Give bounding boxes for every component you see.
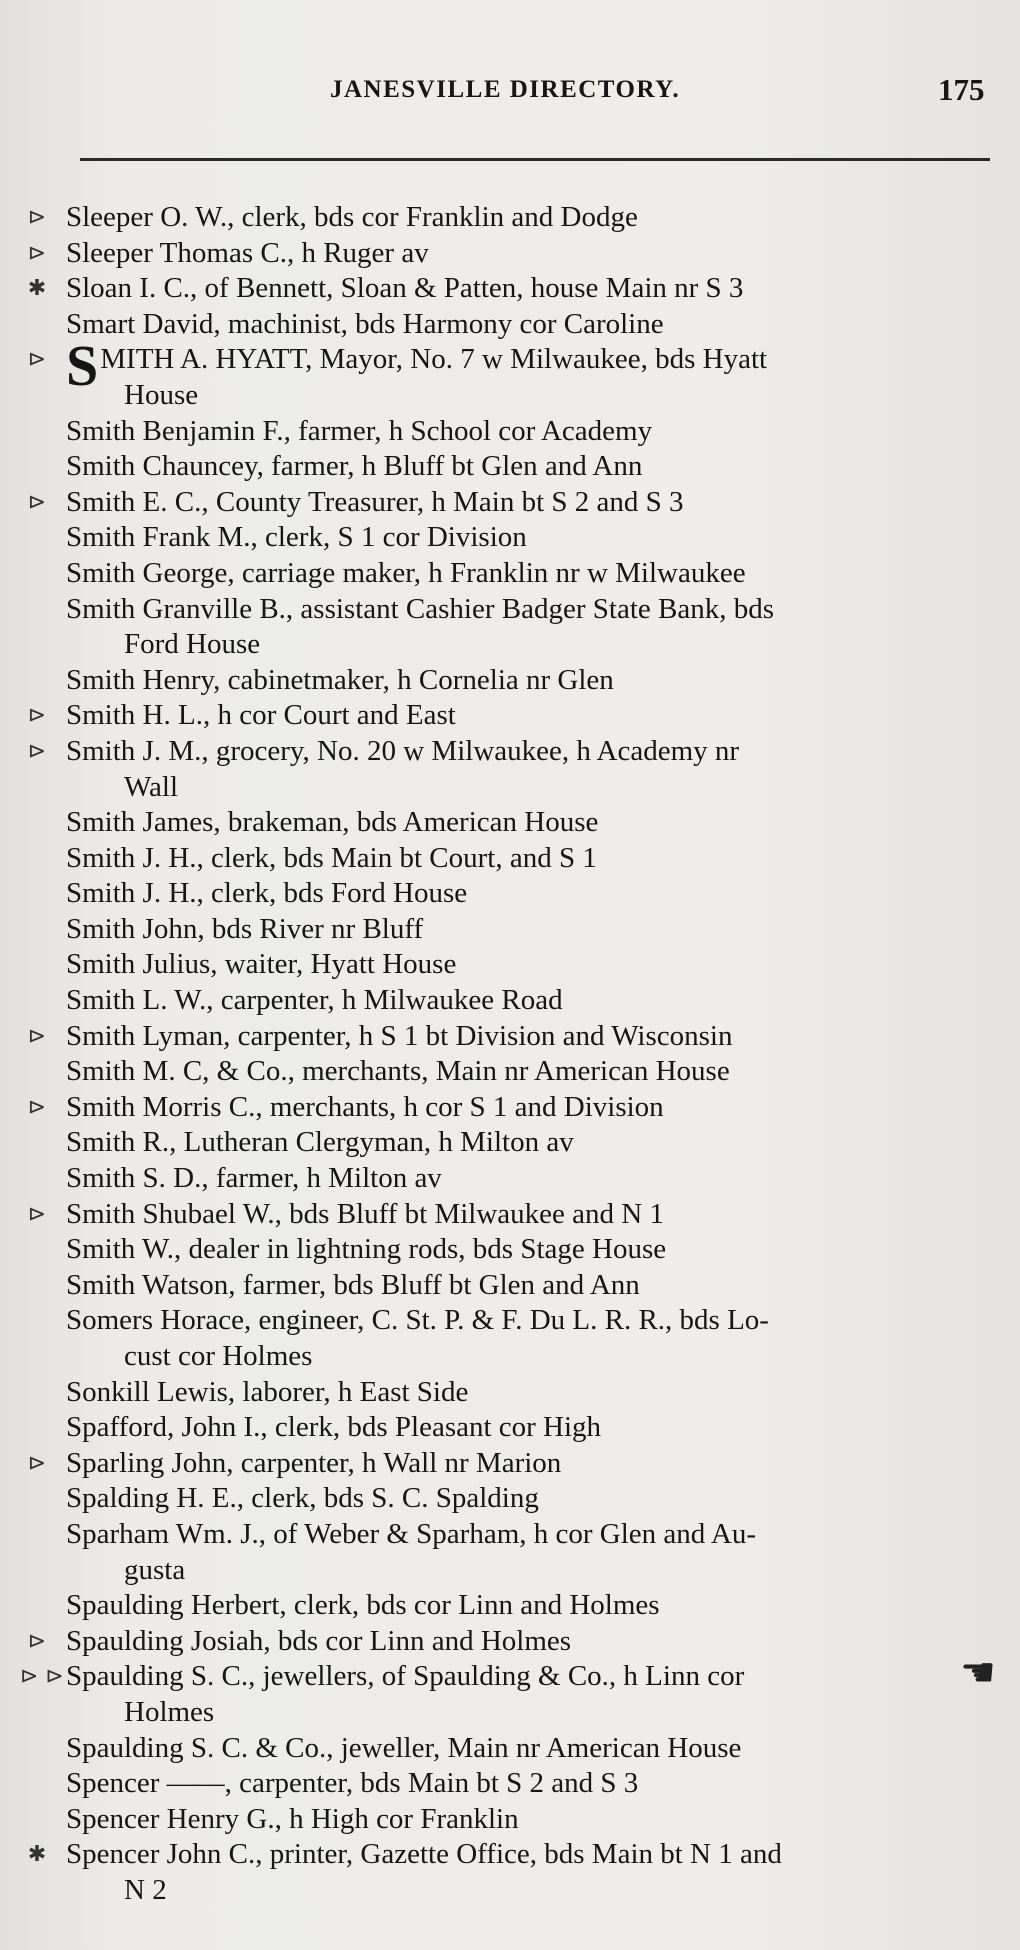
directory-entry	[0, 1837, 1012, 1908]
page-header	[0, 72, 1020, 126]
directory-entry	[0, 912, 1012, 948]
page-number: 175	[938, 72, 985, 107]
entry-text: Spafford, John I., clerk, bds Pleasant cor High	[66, 1411, 602, 1444]
entry-text: MITH A. HYATT, Mayor, No. 7 w Milwaukee, bds Hyatt	[100, 343, 768, 376]
margin-mark-icon: ⊳	[27, 1201, 47, 1227]
directory-entry	[0, 1410, 1012, 1446]
entry-text: Smart David, machinist, bds Harmony cor Caroline	[66, 307, 664, 340]
running-head: JANESVILLE DIRECTORY.	[330, 76, 681, 103]
directory-entry	[0, 200, 1012, 236]
entry-text: Smith J. H., clerk, bds Ford House	[66, 877, 468, 910]
directory-entry	[0, 1588, 1012, 1624]
entry-text: Smith Watson, farmer, bds Bluff bt Glen and Ann	[66, 1268, 640, 1301]
directory-entry	[0, 1517, 1012, 1588]
entry-text: Sleeper Thomas C., h Ruger av	[66, 236, 429, 269]
directory-entry	[0, 307, 1012, 343]
entry-continuation: Wall	[124, 770, 179, 803]
directory-entry	[0, 1731, 1012, 1767]
entry-text: Smith S. D., farmer, h Milton av	[66, 1162, 442, 1195]
margin-mark-icon: ⊳	[27, 1094, 47, 1120]
margin-mark-icon: ✱	[27, 1842, 47, 1868]
directory-entry	[0, 947, 1012, 983]
entry-text: Smith Morris C., merchants, h cor S 1 and Division	[66, 1090, 664, 1123]
drop-cap: S	[66, 333, 99, 399]
directory-entry	[0, 556, 1012, 592]
entry-text: Smith L. W., carpenter, h Milwaukee Road	[66, 984, 563, 1017]
margin-mark-icon: ⊳	[27, 205, 47, 230]
directory-entry	[0, 1197, 1012, 1233]
entry-text: Sparling John, carpenter, h Wall nr Marion	[66, 1446, 562, 1479]
directory-entries	[0, 200, 1020, 1909]
entry-text: Smith J. H., clerk, bds Main bt Court, and S 1	[66, 841, 597, 874]
directory-entry	[0, 1303, 1012, 1374]
directory-entry	[0, 805, 1012, 841]
directory-entry	[0, 1232, 1012, 1268]
directory-entry	[0, 333, 1012, 413]
margin-mark-icon: ⊳	[27, 738, 47, 764]
entry-text: Spencer Henry G., h High cor Franklin	[66, 1802, 519, 1835]
entry-text: Somers Horace, engineer, C. St. P. & F. Du L. R. R., bds Lo-	[66, 1304, 769, 1337]
entry-text: Spencer ——, carpenter, bds Main bt S 2 and S 3	[66, 1767, 639, 1800]
directory-entry	[0, 520, 1012, 556]
directory-entry	[0, 1268, 1012, 1304]
margin-mark-icon: ⊳	[27, 347, 47, 373]
entry-text: Spencer John C., printer, Gazette Office, bds Main bt N 1 and	[66, 1838, 782, 1871]
entry-text: Smith Benjamin F., farmer, h School cor Academy	[66, 414, 653, 447]
entry-text: Smith M. C, & Co., merchants, Main nr American House	[66, 1055, 730, 1088]
entry-text: Smith Lyman, carpenter, h S 1 bt Division and Wisconsin	[66, 1019, 733, 1052]
margin-mark-icon: ⊳	[27, 703, 47, 729]
margin-mark-icon: ⊳	[27, 1450, 47, 1476]
directory-entry	[0, 1481, 1012, 1517]
entry-text: Sloan I. C., of Bennett, Sloan & Patten, house Main nr S 3	[66, 272, 744, 305]
directory-entry	[0, 734, 1012, 805]
directory-entry	[0, 449, 1012, 485]
directory-entry	[0, 592, 1012, 663]
entry-text: Smith Frank M., clerk, S 1 cor Division	[66, 521, 527, 554]
margin-mark-icon: ✱	[27, 276, 47, 302]
directory-entry	[0, 1659, 1012, 1730]
entry-text: Smith James, brakeman, bds American House	[66, 806, 599, 839]
entry-text: Spaulding S. C., jewellers, of Spaulding & Co., h Linn cor	[66, 1660, 745, 1693]
directory-entry	[0, 236, 1012, 272]
entry-text: Spaulding S. C. & Co., jeweller, Main nr American House	[66, 1731, 742, 1764]
margin-mark-icon: ⊳	[27, 489, 47, 515]
entry-text: Spaulding Josiah, bds cor Linn and Holmes	[66, 1624, 572, 1657]
entry-continuation: House	[124, 378, 199, 411]
margin-mark-icon: ⊳	[27, 240, 47, 266]
entry-continuation: gusta	[124, 1553, 186, 1586]
entry-text: Smith Julius, waiter, Hyatt House	[66, 948, 457, 981]
entry-text: Sleeper O. W., clerk, bds cor Franklin and Dodge	[66, 201, 638, 233]
entry-continuation: cust cor Holmes	[124, 1340, 313, 1372]
directory-entry	[0, 414, 1012, 450]
entry-continuation: Ford House	[124, 628, 261, 661]
directory-entry	[0, 1375, 1012, 1411]
entry-text: Smith E. C., County Treasurer, h Main bt S 2 and S 3	[66, 485, 684, 518]
entry-continuation: N 2	[124, 1873, 167, 1906]
entry-text: Smith H. L., h cor Court and East	[66, 699, 456, 732]
entry-continuation: Holmes	[124, 1695, 215, 1728]
directory-entry	[0, 485, 1012, 521]
margin-mark-icon: ⊳ ⊳	[20, 1664, 64, 1690]
directory-entry	[0, 1161, 1012, 1197]
directory-entry	[0, 1624, 1012, 1660]
directory-entry	[0, 698, 1012, 734]
margin-mark-icon: ⊳	[27, 1023, 47, 1049]
entry-text: Spalding H. E., clerk, bds S. C. Spalding	[66, 1482, 539, 1515]
directory-entry	[0, 1446, 1012, 1482]
directory-entry	[0, 1054, 1012, 1090]
entry-text: Sonkill Lewis, laborer, h East Side	[66, 1375, 469, 1408]
pointing-hand-mark-icon: ☚	[960, 1650, 996, 1696]
entry-text: Smith Henry, cabinetmaker, h Cornelia nr Glen	[66, 663, 614, 696]
directory-entry	[0, 1090, 1012, 1126]
entry-text: Smith John, bds River nr Bluff	[66, 912, 424, 945]
directory-entry	[0, 1766, 1012, 1802]
entry-text: Spaulding Herbert, clerk, bds cor Linn and Holmes	[66, 1589, 660, 1622]
directory-entry	[0, 271, 1012, 307]
margin-mark-icon: ⊳	[27, 1628, 47, 1654]
entry-text: Smith W., dealer in lightning rods, bds Stage House	[66, 1233, 667, 1266]
entry-text: Smith George, carriage maker, h Franklin nr w Milwaukee	[66, 556, 746, 589]
directory-entry	[0, 1019, 1012, 1055]
directory-entry	[0, 841, 1012, 877]
entry-text: Smith Chauncey, farmer, h Bluff bt Glen and Ann	[66, 450, 643, 483]
directory-entry	[0, 1125, 1012, 1161]
entry-text: Smith R., Lutheran Clergyman, h Milton av	[66, 1126, 574, 1159]
directory-entry	[0, 876, 1012, 912]
entry-text: Sparham Wm. J., of Weber & Sparham, h cor Glen and Au-	[66, 1517, 757, 1550]
directory-entry	[0, 1802, 1012, 1838]
header-rule	[80, 158, 990, 161]
entry-text: Smith Shubael W., bds Bluff bt Milwaukee and N 1	[66, 1197, 664, 1230]
directory-entry	[0, 663, 1012, 699]
entry-text: Smith Granville B., assistant Cashier Badger State Bank, bds	[66, 592, 774, 625]
entry-text: Smith J. M., grocery, No. 20 w Milwaukee, h Academy nr	[66, 734, 740, 767]
directory-entry	[0, 983, 1012, 1019]
